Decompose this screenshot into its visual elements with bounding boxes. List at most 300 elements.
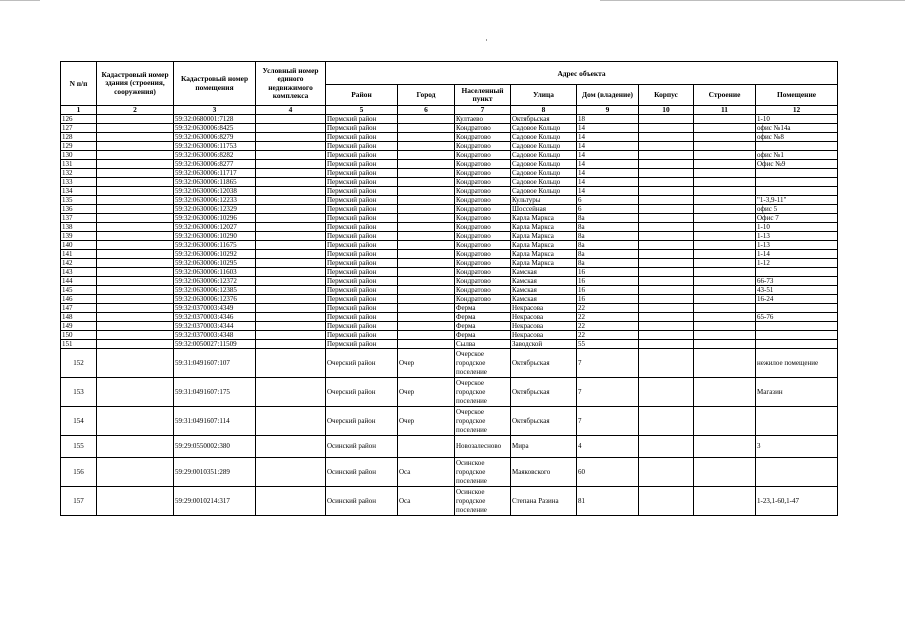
cell-house: 60 <box>577 458 639 487</box>
cell-district: Пермский район <box>326 178 398 187</box>
table-row <box>61 295 838 304</box>
cell-premises-cadastral: 59:29:0010214:317 <box>174 487 256 516</box>
table-row <box>61 232 838 241</box>
cell-structure <box>694 340 756 349</box>
cell-building-cadastral <box>97 178 174 187</box>
cell-block <box>639 160 694 169</box>
cell-structure <box>694 133 756 142</box>
cell-premises: 1-13 <box>756 232 838 241</box>
cell-district: Пермский район <box>326 340 398 349</box>
cell-complex-number <box>256 160 326 169</box>
cell-house: 22 <box>577 331 639 340</box>
cell-house: 18 <box>577 115 639 124</box>
cell-structure <box>694 241 756 250</box>
cell-building-cadastral <box>97 268 174 277</box>
cell-structure <box>694 169 756 178</box>
table-row <box>61 304 838 313</box>
cell-premises-cadastral: 59:32:0630006:8425 <box>174 124 256 133</box>
cell-house: 14 <box>577 133 639 142</box>
cell-locality: Кондратово <box>455 259 511 268</box>
cell-complex-number <box>256 241 326 250</box>
table-row <box>61 178 838 187</box>
cell-premises-cadastral: 59:32:0630006:8277 <box>174 160 256 169</box>
cell-premises-cadastral: 59:29:0550002:380 <box>174 436 256 458</box>
cell-house: 81 <box>577 487 639 516</box>
cell-premises <box>756 322 838 331</box>
cell-locality: Кондратово <box>455 133 511 142</box>
col-number: 4 <box>256 106 326 115</box>
cell-premises: офис №8 <box>756 133 838 142</box>
cell-premises: офис №1 <box>756 151 838 160</box>
cell-number: 132 <box>61 169 97 178</box>
cell-block <box>639 277 694 286</box>
cell-street: Карла Маркса <box>511 250 577 259</box>
cell-block <box>639 286 694 295</box>
cell-premises: офис 5 <box>756 205 838 214</box>
cell-district: Пермский район <box>326 295 398 304</box>
header-row-top <box>61 62 838 85</box>
cell-street: Карла Маркса <box>511 214 577 223</box>
col-number: 1 <box>61 106 97 115</box>
locality-line: городское <box>456 387 486 396</box>
cell-number: 148 <box>61 313 97 322</box>
table-row <box>61 196 838 205</box>
cell-house: 14 <box>577 142 639 151</box>
locality-line: городское <box>456 496 486 505</box>
cell-structure <box>694 349 756 378</box>
cell-district: Пермский район <box>326 259 398 268</box>
cell-street: Камская <box>511 295 577 304</box>
col-number: 7 <box>455 106 511 115</box>
cell-number: 141 <box>61 250 97 259</box>
col-header-n: N п/п <box>61 62 97 106</box>
cell-building-cadastral <box>97 313 174 322</box>
cell-locality: Кондратово <box>455 214 511 223</box>
table-row <box>61 250 838 259</box>
cell-city <box>398 232 455 241</box>
cell-block <box>639 178 694 187</box>
cell-number: 150 <box>61 331 97 340</box>
cell-premises: 43-51 <box>756 286 838 295</box>
cell-district: Пермский район <box>326 232 398 241</box>
cell-complex-number <box>256 178 326 187</box>
cell-building-cadastral <box>97 295 174 304</box>
cell-building-cadastral <box>97 407 174 436</box>
cell-structure <box>694 115 756 124</box>
cell-premises: 16-24 <box>756 295 838 304</box>
cell-premises-cadastral: 59:32:0630006:12329 <box>174 205 256 214</box>
locality-line: городское <box>456 358 486 367</box>
cell-street: Карла Маркса <box>511 259 577 268</box>
cell-building-cadastral <box>97 487 174 516</box>
table-row <box>61 214 838 223</box>
col-header-premises-cadastral: Кадастровый номер помещения <box>174 62 256 106</box>
cell-district: Очерский район <box>326 378 398 407</box>
cell-number: 153 <box>61 378 97 407</box>
cell-city <box>398 250 455 259</box>
cell-building-cadastral <box>97 214 174 223</box>
cell-district: Пермский район <box>326 115 398 124</box>
cell-street: Садовое Кольцо <box>511 178 577 187</box>
cell-street: Мира <box>511 436 577 458</box>
cell-building-cadastral <box>97 232 174 241</box>
cell-city <box>398 259 455 268</box>
cell-district: Пермский район <box>326 286 398 295</box>
cell-block <box>639 214 694 223</box>
cell-street: Культуры <box>511 196 577 205</box>
cell-number: 143 <box>61 268 97 277</box>
cell-district: Пермский район <box>326 205 398 214</box>
col-number: 11 <box>694 106 756 115</box>
cell-premises: нежилое помещение <box>756 349 838 378</box>
cell-complex-number <box>256 331 326 340</box>
cell-building-cadastral <box>97 331 174 340</box>
cell-number: 136 <box>61 205 97 214</box>
cell-premises <box>756 178 838 187</box>
col-number: 10 <box>639 106 694 115</box>
cell-complex-number <box>256 187 326 196</box>
cell-district: Осинский район <box>326 458 398 487</box>
cell-house: 55 <box>577 340 639 349</box>
cell-building-cadastral <box>97 196 174 205</box>
col-header-building-cadastral: Кадастровый номер здания (строения, сооружения) <box>97 62 174 106</box>
cell-building-cadastral <box>97 205 174 214</box>
locality-line: Осинское <box>456 458 485 467</box>
cell-structure <box>694 322 756 331</box>
cell-building-cadastral <box>97 378 174 407</box>
cell-city <box>398 214 455 223</box>
cell-building-cadastral <box>97 340 174 349</box>
cell-complex-number <box>256 196 326 205</box>
cell-locality <box>455 436 511 458</box>
table-row <box>61 259 838 268</box>
cell-locality <box>455 407 511 436</box>
col-number: 5 <box>326 106 398 115</box>
cell-complex-number <box>256 286 326 295</box>
cell-street: Шоссейная <box>511 205 577 214</box>
cell-complex-number <box>256 313 326 322</box>
cell-structure <box>694 268 756 277</box>
cell-complex-number <box>256 458 326 487</box>
cell-premises-cadastral: 59:32:0370003:4349 <box>174 304 256 313</box>
cell-premises-cadastral: 59:32:0630006:10292 <box>174 250 256 259</box>
cell-structure <box>694 378 756 407</box>
cell-structure <box>694 160 756 169</box>
cell-city <box>398 169 455 178</box>
cell-locality <box>455 349 511 378</box>
cell-premises: "1-3,9-11" <box>756 196 838 205</box>
cell-complex-number <box>256 304 326 313</box>
cell-block <box>639 378 694 407</box>
cell-block <box>639 304 694 313</box>
cell-house: 4 <box>577 436 639 458</box>
cell-district: Пермский район <box>326 133 398 142</box>
cell-number: 149 <box>61 322 97 331</box>
cell-number: 131 <box>61 160 97 169</box>
col-header-structure: Строение <box>694 85 756 106</box>
locality-line: Очерское <box>456 407 485 416</box>
cell-premises-cadastral: 59:32:0680001:7128 <box>174 115 256 124</box>
cell-city <box>398 133 455 142</box>
cell-city <box>398 115 455 124</box>
cell-premises <box>756 331 838 340</box>
cell-locality: Кондратово <box>455 124 511 133</box>
cell-city <box>398 304 455 313</box>
cell-street: Садовое Кольцо <box>511 142 577 151</box>
cell-locality <box>455 487 511 516</box>
cell-premises <box>756 169 838 178</box>
table-row <box>61 205 838 214</box>
table-row <box>61 160 838 169</box>
col-number: 9 <box>577 106 639 115</box>
cell-premises-cadastral: 59:32:0630006:11675 <box>174 241 256 250</box>
table-row <box>61 223 838 232</box>
cell-building-cadastral <box>97 349 174 378</box>
cell-locality: Ферма <box>455 304 511 313</box>
cell-house: 8а <box>577 259 639 268</box>
cell-house: 7 <box>577 378 639 407</box>
table-row <box>61 378 838 407</box>
cell-district: Пермский район <box>326 268 398 277</box>
cell-city: Оса <box>398 487 455 516</box>
cell-district: Осинский район <box>326 487 398 516</box>
cell-premises-cadastral: 59:32:0630006:11753 <box>174 142 256 151</box>
cell-city <box>398 331 455 340</box>
cell-premises: Магазин <box>756 378 838 407</box>
table-row <box>61 268 838 277</box>
cell-building-cadastral <box>97 142 174 151</box>
cell-structure <box>694 232 756 241</box>
cell-building-cadastral <box>97 259 174 268</box>
locality-line: Очерское <box>456 349 485 358</box>
cell-number: 155 <box>61 436 97 458</box>
col-header-block: Корпус <box>639 85 694 106</box>
cell-number: 137 <box>61 214 97 223</box>
cell-house: 8а <box>577 241 639 250</box>
cell-city: Очер <box>398 407 455 436</box>
cell-city <box>398 124 455 133</box>
cell-building-cadastral <box>97 436 174 458</box>
cell-premises: 66-73 <box>756 277 838 286</box>
cell-number: 139 <box>61 232 97 241</box>
cell-premises <box>756 187 838 196</box>
cell-number: 144 <box>61 277 97 286</box>
cell-complex-number <box>256 259 326 268</box>
table-row <box>61 487 838 516</box>
cell-premises-cadastral: 59:32:0370003:4344 <box>174 322 256 331</box>
property-registry-table <box>60 61 838 516</box>
cell-block <box>639 232 694 241</box>
cell-premises-cadastral: 59:32:0630006:12038 <box>174 187 256 196</box>
cell-structure <box>694 142 756 151</box>
scan-dust-mark <box>486 39 487 41</box>
cell-house: 14 <box>577 178 639 187</box>
cell-district: Осинский район <box>326 436 398 458</box>
cell-block <box>639 169 694 178</box>
cell-premises: Офис 7 <box>756 214 838 223</box>
cell-number: 127 <box>61 124 97 133</box>
cell-structure <box>694 313 756 322</box>
cell-city <box>398 142 455 151</box>
cell-block <box>639 196 694 205</box>
locality-line: Осинское <box>456 487 485 496</box>
locality-line: Очерское <box>456 378 485 387</box>
cell-house: 22 <box>577 313 639 322</box>
cell-street: Карла Маркса <box>511 223 577 232</box>
cell-district: Пермский район <box>326 214 398 223</box>
cell-street: Карла Маркса <box>511 232 577 241</box>
table-row <box>61 169 838 178</box>
cell-structure <box>694 196 756 205</box>
cell-city <box>398 187 455 196</box>
cell-locality: Кондратово <box>455 142 511 151</box>
cell-complex-number <box>256 232 326 241</box>
cell-street: Октябрьская <box>511 349 577 378</box>
cell-building-cadastral <box>97 151 174 160</box>
cell-number: 134 <box>61 187 97 196</box>
cell-number: 152 <box>61 349 97 378</box>
cell-building-cadastral <box>97 277 174 286</box>
table-row <box>61 187 838 196</box>
cell-number: 146 <box>61 295 97 304</box>
cell-block <box>639 458 694 487</box>
cell-block <box>639 142 694 151</box>
locality-line: поселение <box>456 367 487 376</box>
cell-complex-number <box>256 151 326 160</box>
cell-house: 16 <box>577 277 639 286</box>
cell-street: Садовое Кольцо <box>511 169 577 178</box>
cell-premises: 1-13 <box>756 241 838 250</box>
cell-district: Пермский район <box>326 250 398 259</box>
cell-street: Камская <box>511 268 577 277</box>
cell-premises: 1-10 <box>756 223 838 232</box>
cell-premises <box>756 458 838 487</box>
cell-number: 128 <box>61 133 97 142</box>
cell-city <box>398 241 455 250</box>
cell-block <box>639 487 694 516</box>
cell-house: 7 <box>577 407 639 436</box>
cell-city <box>398 196 455 205</box>
cell-complex-number <box>256 142 326 151</box>
cell-number: 142 <box>61 259 97 268</box>
cell-premises: 3 <box>756 436 838 458</box>
cell-street: Садовое Кольцо <box>511 151 577 160</box>
cell-street: Заводской <box>511 340 577 349</box>
cell-street: Степана Разина <box>511 487 577 516</box>
cell-building-cadastral <box>97 304 174 313</box>
cell-locality <box>455 378 511 407</box>
cell-house: 6 <box>577 205 639 214</box>
cell-complex-number <box>256 124 326 133</box>
cell-premises: офис №14а <box>756 124 838 133</box>
table-row <box>61 313 838 322</box>
cell-premises <box>756 304 838 313</box>
cell-street: Октябрьская <box>511 407 577 436</box>
cell-street: Карла Маркса <box>511 241 577 250</box>
cell-city <box>398 268 455 277</box>
cell-complex-number <box>256 349 326 378</box>
cell-house: 7 <box>577 349 639 378</box>
cell-house: 16 <box>577 286 639 295</box>
cell-locality: Кондратово <box>455 223 511 232</box>
col-header-locality: Населенный пункт <box>455 85 511 106</box>
cell-complex-number <box>256 115 326 124</box>
cell-district: Очерский район <box>326 349 398 378</box>
cell-premises-cadastral: 59:32:0630006:8279 <box>174 133 256 142</box>
cell-building-cadastral <box>97 124 174 133</box>
cell-premises: 1-23,1-60,1-47 <box>756 487 838 516</box>
cell-block <box>639 259 694 268</box>
cell-city <box>398 205 455 214</box>
cell-complex-number <box>256 436 326 458</box>
table-row <box>61 133 838 142</box>
cell-district: Пермский район <box>326 160 398 169</box>
table-row <box>61 458 838 487</box>
table-row <box>61 349 838 378</box>
table-row <box>61 115 838 124</box>
cell-number: 133 <box>61 178 97 187</box>
cell-block <box>639 151 694 160</box>
cell-street: Октябрьская <box>511 378 577 407</box>
col-number: 8 <box>511 106 577 115</box>
cell-district: Пермский район <box>326 124 398 133</box>
cell-premises-cadastral: 59:32:0370003:4348 <box>174 331 256 340</box>
cell-block <box>639 322 694 331</box>
col-header-address-group: Адрес объекта <box>326 62 838 85</box>
cell-premises-cadastral: 59:32:0630006:12376 <box>174 295 256 304</box>
cell-complex-number <box>256 487 326 516</box>
table-row <box>61 340 838 349</box>
cell-complex-number <box>256 378 326 407</box>
cell-premises: Офис №9 <box>756 160 838 169</box>
cell-premises-cadastral: 59:32:0630006:12385 <box>174 286 256 295</box>
cell-locality: Култаево <box>455 115 511 124</box>
cell-city <box>398 313 455 322</box>
cell-complex-number <box>256 169 326 178</box>
table-row <box>61 322 838 331</box>
cell-locality: Кондратово <box>455 178 511 187</box>
cell-street: Маяковского <box>511 458 577 487</box>
cell-premises-cadastral: 59:32:0050027:11509 <box>174 340 256 349</box>
col-header-district: Район <box>326 85 398 106</box>
cell-locality: Кондратово <box>455 277 511 286</box>
cell-building-cadastral <box>97 115 174 124</box>
cell-city <box>398 151 455 160</box>
col-header-street: Улица <box>511 85 577 106</box>
cell-building-cadastral <box>97 169 174 178</box>
locality-line: Новозалесново <box>456 442 502 450</box>
cell-premises-cadastral: 59:32:0370003:4346 <box>174 313 256 322</box>
cell-number: 145 <box>61 286 97 295</box>
cell-premises: 65-76 <box>756 313 838 322</box>
cell-complex-number <box>256 214 326 223</box>
cell-street: Октябрьская <box>511 115 577 124</box>
cell-house: 8а <box>577 250 639 259</box>
cell-premises: 1-10 <box>756 115 838 124</box>
cell-city: Очер <box>398 378 455 407</box>
locality-line: поселение <box>456 505 487 514</box>
cell-district: Пермский район <box>326 241 398 250</box>
cell-number: 130 <box>61 151 97 160</box>
cell-locality <box>455 458 511 487</box>
cell-city <box>398 340 455 349</box>
cell-block <box>639 295 694 304</box>
cell-block <box>639 115 694 124</box>
cell-structure <box>694 286 756 295</box>
cell-structure <box>694 458 756 487</box>
cell-complex-number <box>256 133 326 142</box>
cell-building-cadastral <box>97 250 174 259</box>
